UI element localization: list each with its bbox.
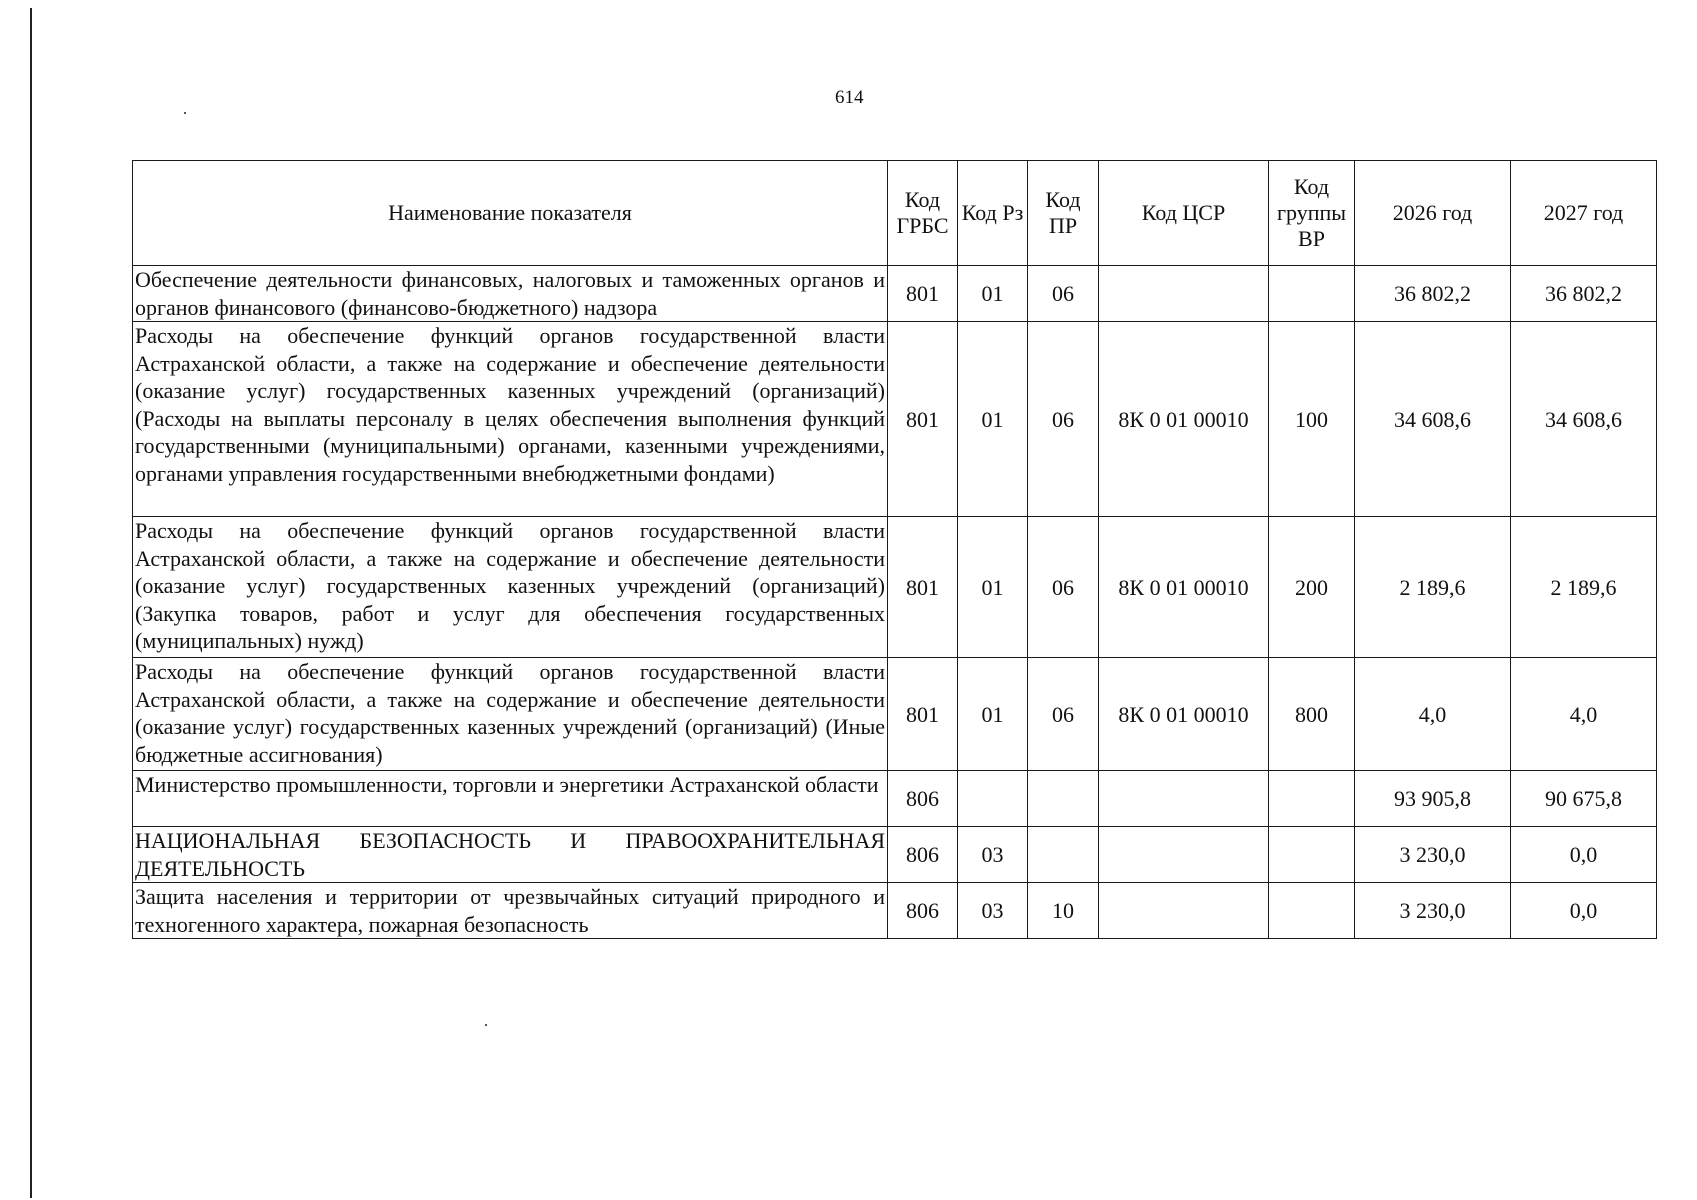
table-header-row — [133, 161, 1657, 266]
cell-2027: 36 802,2 — [1511, 266, 1657, 322]
cell-csr — [1099, 266, 1269, 322]
cell-grbs: 806 — [888, 827, 958, 883]
cell-grbs: 801 — [888, 266, 958, 322]
cell-name: Защита населения и территории от чрезвычайных ситуаций природного и техногенного характера, пожарная безопасность — [133, 883, 888, 939]
cell-2026: 36 802,2 — [1355, 266, 1511, 322]
header-csr: Код ЦСР — [1099, 161, 1269, 266]
cell-csr: 8К 0 01 00010 — [1099, 658, 1269, 771]
cell-name: Расходы на обеспечение функций органов государственной власти Астраханской области, а также на содержание и обеспечение деятельности (оказание услуг) государственных казенных учреждений (организаций) (Расходы на выплаты персоналу в целях обеспечения выполнения функций государственными (муниципальными) органами, казенными учреждениями, органами управления государственными внебюджетными фондами) — [133, 322, 888, 517]
header-vr: Код группы ВР — [1269, 161, 1355, 266]
budget-table — [132, 160, 1657, 939]
cell-2026: 93 905,8 — [1355, 771, 1511, 827]
header-grbs: Код ГРБС — [888, 161, 958, 266]
cell-csr — [1099, 827, 1269, 883]
cell-grbs: 806 — [888, 771, 958, 827]
cell-name: Обеспечение деятельности финансовых, налоговых и таможенных органов и органов финансового (финансово-бюджетного) надзора — [133, 266, 888, 322]
cell-pr: 10 — [1028, 883, 1099, 939]
cell-vr — [1269, 771, 1355, 827]
cell-2027: 4,0 — [1511, 658, 1657, 771]
cell-2027: 34 608,6 — [1511, 322, 1657, 517]
cell-2026: 3 230,0 — [1355, 883, 1511, 939]
cell-rz: 01 — [958, 266, 1028, 322]
cell-grbs: 801 — [888, 322, 958, 517]
cell-grbs: 806 — [888, 883, 958, 939]
cell-vr: 800 — [1269, 658, 1355, 771]
scan-left-edge-line — [30, 8, 32, 1198]
cell-pr: 06 — [1028, 322, 1099, 517]
page-number: 614 — [835, 87, 864, 108]
cell-csr: 8К 0 01 00010 — [1099, 322, 1269, 517]
cell-vr — [1269, 883, 1355, 939]
cell-2026: 3 230,0 — [1355, 827, 1511, 883]
cell-csr: 8К 0 01 00010 — [1099, 517, 1269, 658]
cell-2026: 4,0 — [1355, 658, 1511, 771]
header-pr: Код ПР — [1028, 161, 1099, 266]
cell-name: Расходы на обеспечение функций органов государственной власти Астраханской области, а также на содержание и обеспечение деятельности (оказание услуг) государственных казенных учреждений (организаций) (Закупка товаров, работ и услуг для обеспечения государственных (муниципальных) нужд) — [133, 517, 888, 658]
cell-2027: 0,0 — [1511, 883, 1657, 939]
table-row — [133, 827, 1657, 883]
cell-pr: 06 — [1028, 266, 1099, 322]
cell-name: НАЦИОНАЛЬНАЯ БЕЗОПАСНОСТЬ И ПРАВООХРАНИТЕЛЬНАЯ ДЕЯТЕЛЬНОСТЬ — [133, 827, 888, 883]
cell-rz: 01 — [958, 322, 1028, 517]
cell-vr — [1269, 827, 1355, 883]
cell-vr — [1269, 266, 1355, 322]
cell-pr: 06 — [1028, 517, 1099, 658]
table-row — [133, 266, 1657, 322]
cell-rz — [958, 771, 1028, 827]
header-name: Наименование показателя — [133, 161, 888, 266]
table-row — [133, 771, 1657, 827]
scan-speck — [184, 112, 186, 114]
cell-vr: 100 — [1269, 322, 1355, 517]
cell-pr: 06 — [1028, 658, 1099, 771]
table-row — [133, 517, 1657, 658]
cell-csr — [1099, 883, 1269, 939]
cell-rz: 01 — [958, 517, 1028, 658]
cell-vr: 200 — [1269, 517, 1355, 658]
table-row — [133, 883, 1657, 939]
table-row — [133, 322, 1657, 517]
header-rz: Код Рз — [958, 161, 1028, 266]
header-2027: 2027 год — [1511, 161, 1657, 266]
cell-rz: 01 — [958, 658, 1028, 771]
header-2026: 2026 год — [1355, 161, 1511, 266]
cell-name: Расходы на обеспечение функций органов государственной власти Астраханской области, а также на содержание и обеспечение деятельности (оказание услуг) государственных казенных учреждений (организаций) (Иные бюджетные ассигнования) — [133, 658, 888, 771]
cell-2027: 2 189,6 — [1511, 517, 1657, 658]
cell-2027: 0,0 — [1511, 827, 1657, 883]
cell-pr — [1028, 827, 1099, 883]
cell-name: Министерство промышленности, торговли и энергетики Астраханской области — [133, 771, 888, 827]
cell-rz: 03 — [958, 827, 1028, 883]
cell-rz: 03 — [958, 883, 1028, 939]
cell-2027: 90 675,8 — [1511, 771, 1657, 827]
cell-pr — [1028, 771, 1099, 827]
cell-2026: 34 608,6 — [1355, 322, 1511, 517]
scan-speck — [485, 1024, 487, 1026]
cell-csr — [1099, 771, 1269, 827]
cell-2026: 2 189,6 — [1355, 517, 1511, 658]
cell-grbs: 801 — [888, 517, 958, 658]
table-row — [133, 658, 1657, 771]
cell-grbs: 801 — [888, 658, 958, 771]
